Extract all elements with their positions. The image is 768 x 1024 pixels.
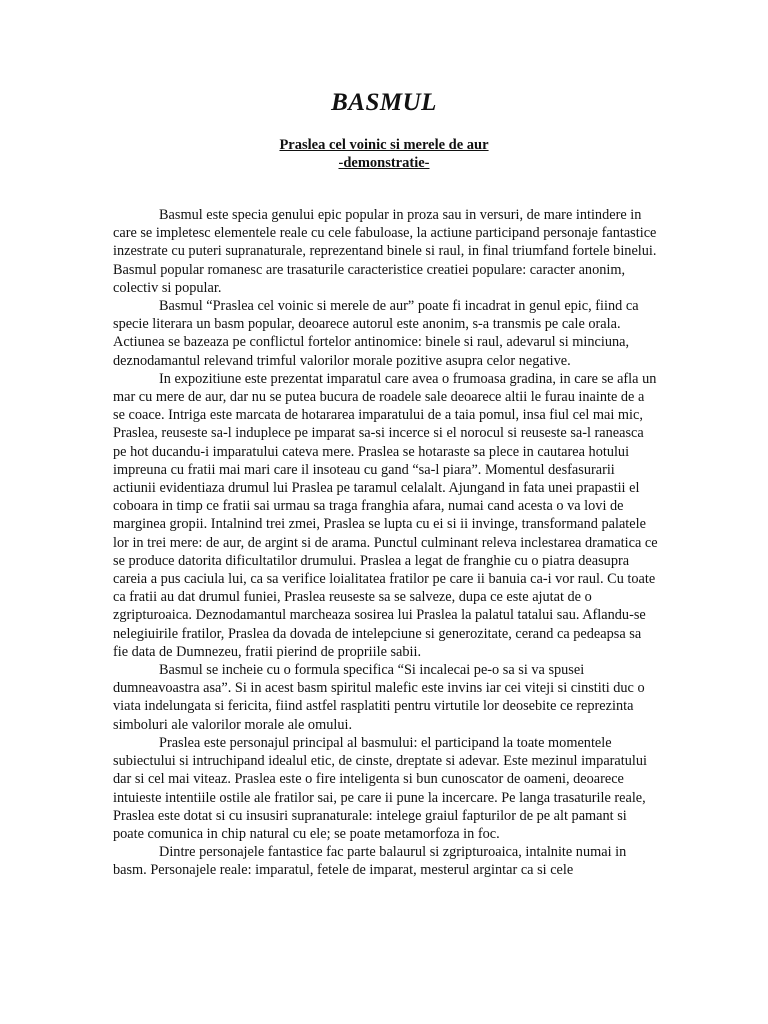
document-subtitle-note: -demonstratie- [338,155,430,171]
paragraph-plot: In expozitiune este prezentat imparatul care avea o frumoasa gradina, in care se afla un mar cu mere de aur, dar nu se putea bucura de roadele sale deoarece altii le furau inainte de a se coace. Intriga este marcata de hotararea imparatului de a taia pomul, insa fiul cel mai mic, Praslea, reuseste sa-l induplece pe imparat sa-si incerce si el norocul si reuseste sa-l raneasca pe hot ducandu-i imparatului cateva mere. Praslea se hotaraste sa plece in cautarea hotului impreuna cu fratii mai mari care il insoteau cu gand “sa-l piara”. Momentul desfasurarii actiunii evidentiaza drumul lui Praslea pe taramul celalalt. Ajungand in fata unei prapastii el coboara in timp ce fratii sai urmau sa traga franghia afara, numai cand acesta o va lovi de marginea gropii. Intalnind trei zmei, Praslea se lupta cu ei si ii invinge, transformand palatele lor in trei mere: de aur, de argint si de arama. Punctul culminant releva inclestarea dramatica ce se produce datorita dificultatilor drumului. Praslea a legat de franghie cu o piatra deasupra careia a pus caciula lui, ca sa verifice loialitatea fratilor pe care ii banuia ca-i vor raul. Cu toate ca fratii au dat drumul funiei, Praslea reuseste sa se salveze, dupa ce este ajutat de o zgripturoaica. Deznodamantul marcheaza sosirea lui Praslea la palatul tatalui sau. Aflandu-se nelegiuirile fratilor, Praslea da dovada de intelepciune si generozitate, cerand ca pedeapsa sa fie data de Dumnezeu, fratii pierind de propriile sabii. [113,370,658,660]
paragraph-genre: Basmul “Praslea cel voinic si merele de aur” poate fi incadrat in genul epic, fiind ca specie literara un basm popular, deoarece autorul este anonim, s-a transmis pe cale orala. Actiunea se bazeaza pe conflictul fortelor antinomice: binele si raul, adevarul si minciuna, deznodamantul relevand trimful valorilor morale pozitive asupra celor negative. [113,298,639,369]
paragraph-definition: Basmul este specia genului epic popular in proza sau in versuri, de mare intindere in care se impletesc elementele reale cu cele fabuloase, la actiune participand personaje fantastice inzestrate cu puteri supranaturale, reprezentand binele si raul, in final triumfand fortele binelui. Basmul popular romanesc are trasaturile caracteristice creatiei populare: caracter anonim, colectiv si popular. [113,207,657,296]
paragraph-main-character: Praslea este personajul principal al basmului: el participand la toate momentele subiectului si intruchipand idealul etic, de cinste, dreptate si adevar. Este mezinul imparatului dar si cel mai viteaz. Praslea este o fire inteligenta si bun cunoscator de oameni, deoarece intuieste intentiile ostile ale fratilor sai, pe care ii pune la incercare. Pe langa trasaturile reale, Praslea este dotat si cu insusiri supranaturale: intelege graiul fapturilor de pe alt pamant si poate comunica in chip natural cu ele; se poate metamorfoza in foc. [113,734,647,842]
paragraph-ending: Basmul se incheie cu o formula specifica “Si incalecai pe-o sa si va spusei dumneavoastra asa”. Si in acest basm spiritul malefic este invins iar cei viteji si cinstiti duc o viata indelungata si fericita, fiind astfel rasplatiti pentru virtutile lor deosebite ce reprezinta simboluri ale valorilor morale ale omului. [113,662,645,733]
paragraph-characters: Dintre personajele fantastice fac parte balaurul si zgripturoaica, intalnite numai in basm. Personajele reale: imparatul, fetele de imparat, mesterul argintar ca si cele [113,844,627,879]
document-body [113,206,659,880]
document-title: BASMUL [331,89,437,116]
document-subtitle: Praslea cel voinic si merele de aur [279,137,489,153]
